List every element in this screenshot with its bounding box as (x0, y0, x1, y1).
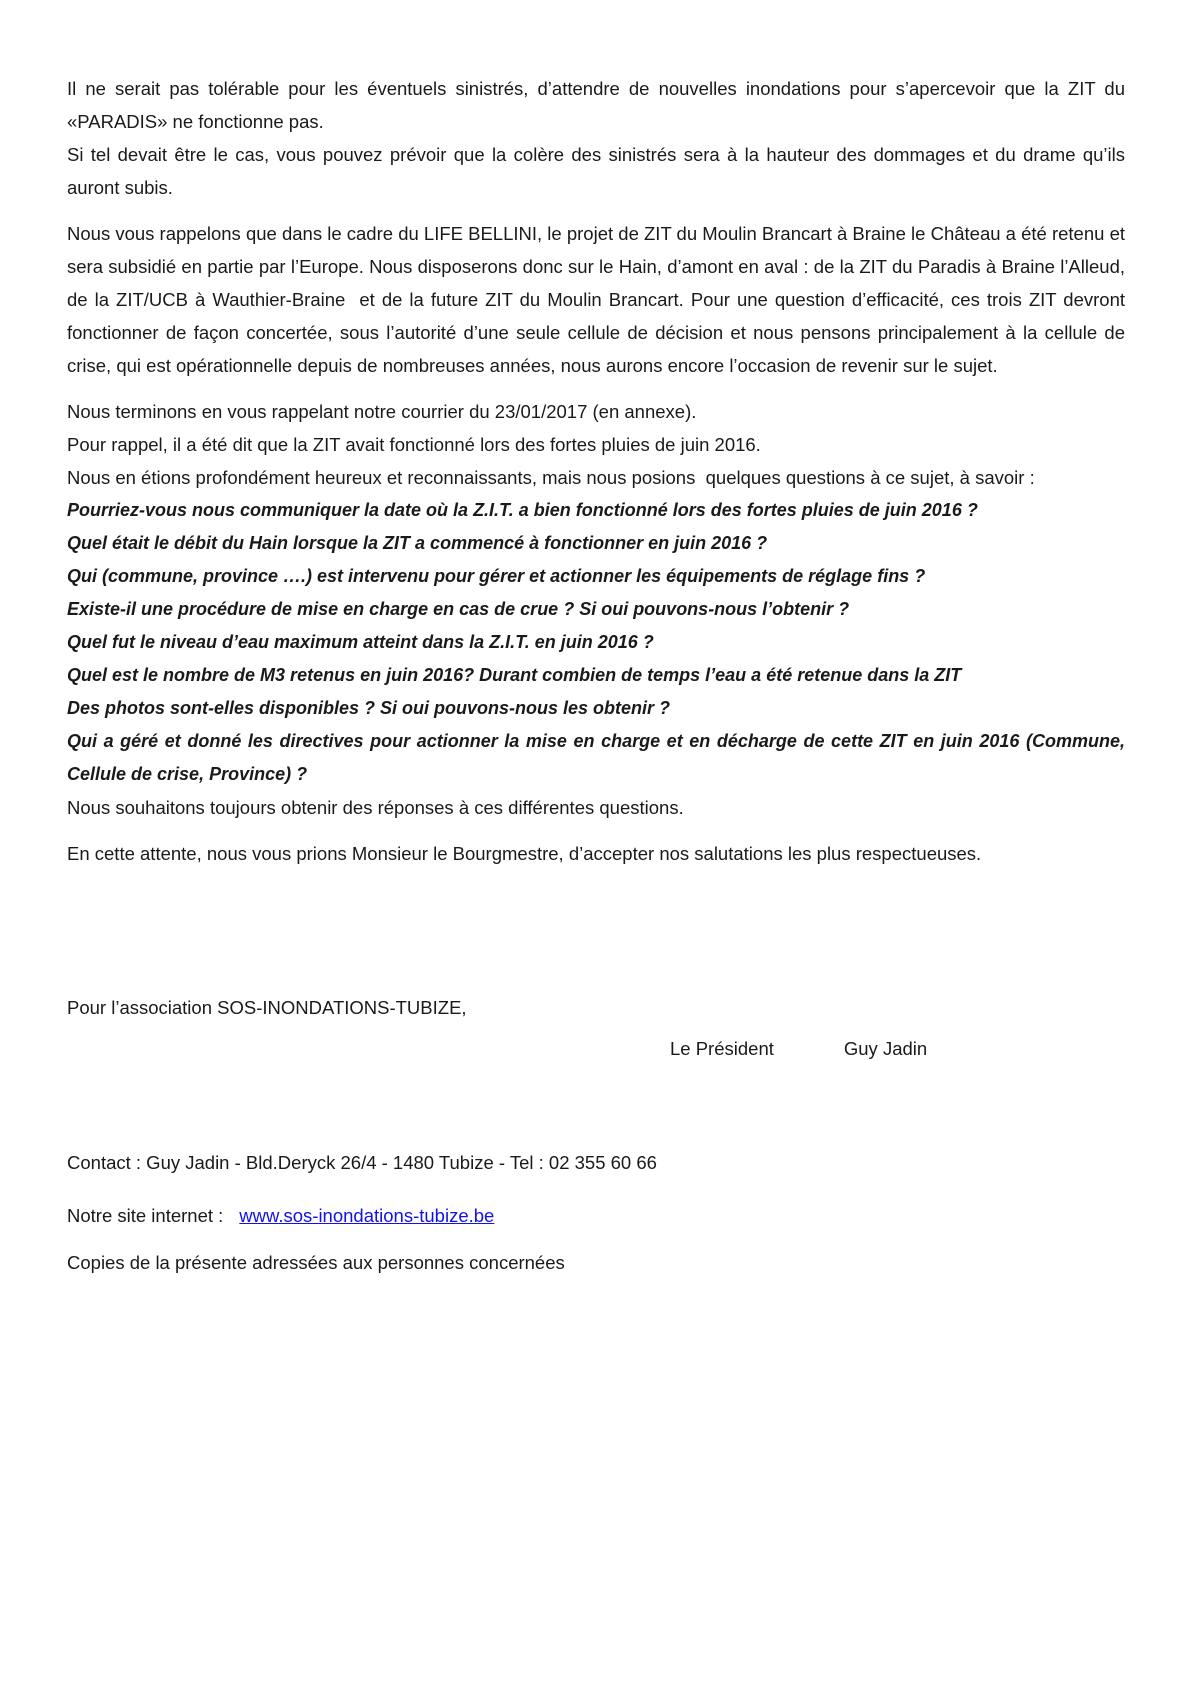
president-name: Guy Jadin (843, 1038, 928, 1059)
contact-line: Contact : Guy Jadin - Bld.Deryck 26/4 - 1480 Tubize - Tel : 02 355 60 66 (67, 1152, 657, 1173)
paragraph-intro (67, 72, 1125, 204)
president-title: Le Président (670, 1038, 774, 1059)
question-line: Pourriez-vous nous communiquer la date où la Z.I.T. a bien fonctionné lors des fortes pluies de juin 2016 ? (67, 500, 978, 520)
website-label: Notre site internet : (67, 1205, 224, 1226)
after-questions-line: Nous souhaitons toujours obtenir des réponses à ces différentes questions. (67, 797, 684, 818)
paragraph-reminder (67, 395, 1125, 494)
life-bellini-text: Nous vous rappelons que dans le cadre du LIFE BELLINI, le projet de ZIT du Moulin Brancart à Braine le Château a été retenu et sera subsidié en partie par l’Europe. Nous disposerons donc sur le Hain, d’amont en aval : de la ZIT du Paradis à Braine l’Alleud, de la ZIT/UCB à Wauthier-Braine et de la future ZIT du Moulin Brancart. Pour une question d’efficacité, ces trois ZIT devront fonctionner de façon concertée, sous l’autorité d’une seule cellule de décision et nous pensons principalement à la cellule de crise, qui est opérationnelle depuis de nombreuses années, nous aurons encore l’occasion de revenir sur le sujet. (67, 223, 1125, 376)
question-line: Qui (commune, province ….) est intervenu pour gérer et actionner les équipements de réglage fins ? (67, 566, 926, 586)
website-link[interactable]: www.sos-inondations-tubize.be (239, 1205, 495, 1226)
question-line: Quel était le débit du Hain lorsque la ZIT a commencé à fonctionner en juin 2016 ? (67, 533, 768, 553)
closing-text: En cette attente, nous vous prions Monsieur le Bourgmestre, d’accepter nos salutations les plus respectueuses. (67, 843, 982, 864)
paragraph-life-bellini (67, 217, 1125, 382)
copies-line: Copies de la présente adressées aux personnes concernées (67, 1252, 565, 1273)
website-row (67, 1199, 1125, 1232)
question-line: Quel fut le niveau d’eau maximum atteint dans la Z.I.T. en juin 2016 ? (67, 632, 654, 652)
intro-sentence-2: Si tel devait être le cas, vous pouvez prévoir que la colère des sinistrés sera à la hauteur des dommages et du drame qu’ils auront subis. (67, 144, 1125, 198)
president-row (67, 1032, 1125, 1065)
reminder-sentence-2: Pour rappel, il a été dit que la ZIT avait fonctionné lors des fortes pluies de juin 2016. (67, 434, 761, 455)
questions-block (67, 494, 1125, 824)
question-line: Existe-il une procédure de mise en charge en cas de crue ? Si oui pouvons-nous l’obtenir ? (67, 599, 850, 619)
question-line: Quel est le nombre de M3 retenus en juin 2016? Durant combien de temps l’eau a été retenue dans la ZIT (67, 665, 962, 685)
reminder-sentence-3: Nous en étions profondément heureux et reconnaissants, mais nous posions quelques questions à ce sujet, à savoir : (67, 467, 1035, 488)
question-line: Des photos sont-elles disponibles ? Si oui pouvons-nous les obtenir ? (67, 698, 671, 718)
reminder-sentence-1: Nous terminons en vous rappelant notre courrier du 23/01/2017 (en annexe). (67, 401, 697, 422)
question-line: Qui a géré et donné les directives pour actionner la mise en charge et en décharge de cette ZIT en juin 2016 (Commune, Cellule de crise, Province) ? (67, 731, 1125, 784)
paragraph-closing (67, 837, 1125, 870)
association-line: Pour l’association SOS-INONDATIONS-TUBIZE, (67, 997, 467, 1018)
intro-sentence-1: Il ne serait pas tolérable pour les éventuels sinistrés, d’attendre de nouvelles inondations pour s’apercevoir que la ZIT du «PARADIS» ne fonctionne pas. (67, 78, 1125, 132)
